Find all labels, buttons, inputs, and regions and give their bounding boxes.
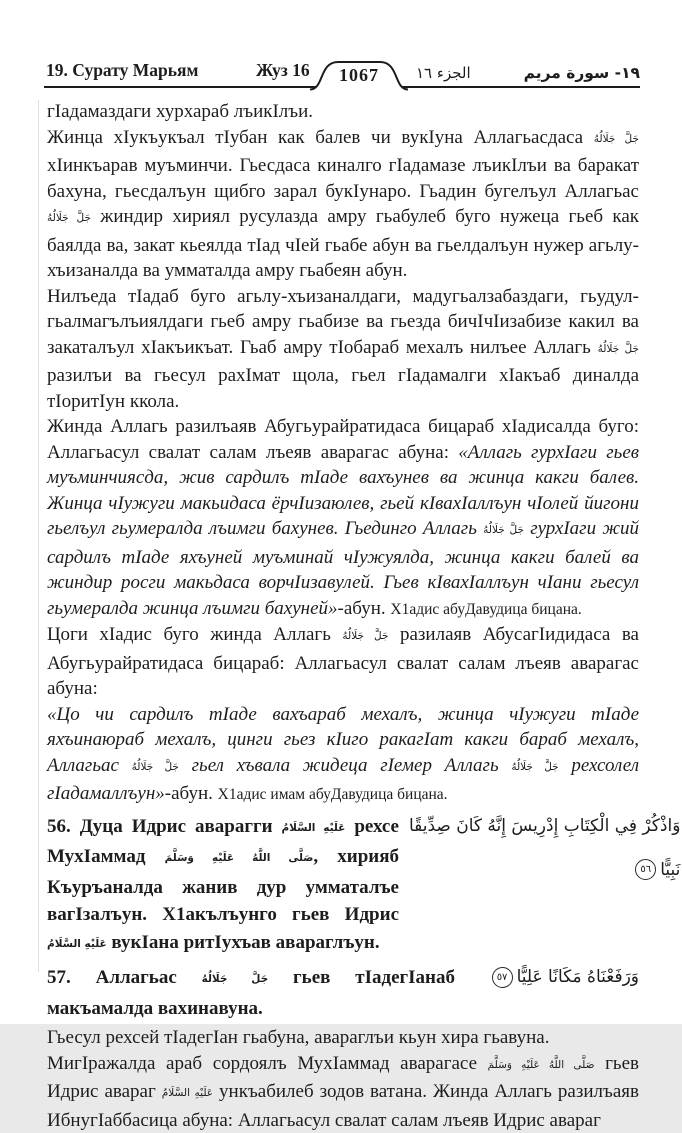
verse-translation-text: вукIана ритIухъав авараглъун. (107, 932, 380, 953)
body-paragraph (47, 622, 639, 702)
body-paragraph (47, 1025, 639, 1051)
arabic-honorific: جَلَّ جَلَالُهُ (483, 524, 524, 536)
verse-translation-text: гьев тIадегIанаб макъамалда вахинавуна. (47, 967, 455, 1019)
verse-arabic (399, 813, 680, 960)
hadith-attribution: Х1адис абуДавудица бицана. (390, 601, 581, 618)
arabic-honorific: جَلَّ جَلَالُهُ (202, 973, 269, 985)
arabic-honorific: عَلَيْهِ السَّلَامُ (162, 1087, 213, 1099)
text-run: Цоги хIадис буго жинда Аллагь (47, 624, 342, 645)
juz-label-arabic: الجزء ١٦ (416, 64, 471, 82)
arabic-honorific: جَلَّ جَلَالُهُ (598, 343, 639, 355)
verse-arabic (455, 964, 639, 1022)
arabic-honorific: جَلَّ جَلَالُهُ (594, 133, 639, 145)
ayah-number-badge: ٥٧ (492, 967, 513, 988)
ayah-number-badge: ٥٦ (635, 859, 656, 880)
text-run: гьев Идрис авараг (47, 1053, 639, 1103)
page-header (44, 50, 640, 88)
page-number-tab (310, 59, 408, 90)
text-run: жиндир хириял русулазда амру гьабулеб буго нужеца гьеб как баялда ва, закат кьеялда тIад чIей гьабе абун ва гьелдалъун нужер агьлу-хъизаналда ва умматалда амру гьабеян абун. (47, 206, 639, 281)
arabic-honorific: صَلَّى اللَّهُ عَلَيْهِ وَسَلَّمَ (488, 1059, 595, 1071)
arabic-honorific: جَلَّ جَلَالُهُ (47, 212, 91, 224)
arabic-honorific: عَلَيْهِ السَّلَامُ (47, 938, 107, 950)
scan-edge-line (38, 100, 39, 972)
text-run: разилаяв АбусагIидидаса ва Абугьурайратидаса бицараб: Аллагьасул свалат салам лъеяв аварагас абуна: (47, 624, 639, 699)
hadith-quote-italic: «Цо чи сардилъ тIаде вахъараб мехалъ, жинца чIужуги тIаде яхъинаюраб мехалъ, цинги гьез кIиго ракагIат какги бараб мехалъ, Аллагьас (47, 704, 639, 776)
arabic-honorific: جَلَّ جَلَالُهُ (511, 761, 558, 773)
verse-block (47, 964, 639, 1022)
text-run: Жинца хIукъукъал тIубан как балев чи вукIуна Аллагьасдаса (47, 127, 594, 148)
text-run: хIинкъарав муъминчи. Гьесдаса киналго гIадамазе лъикIлъи ва баракат бахуна, гьесдалъун щибго зарал букIунаро. Гьадин бугелъул Аллагьас (47, 155, 639, 202)
body-paragraph (47, 125, 639, 284)
text-run: гIадамаздаги хурхараб лъикIлъи. (47, 101, 313, 122)
verse-translation (47, 964, 455, 1022)
arabic-verse-line (465, 964, 639, 990)
arabic-honorific: جَلَّ جَلَالُهُ (342, 630, 388, 642)
body-paragraph (47, 284, 639, 415)
text-run: Нилъеда тIадаб буго агьлу-хъизаналдаги, мадугьалзабаздаги, гьудул-гьалмагълъиялдаги гьеб амру гьабизе ва гьезда бичIчIизабизе какил ва закаталъул хIакъикъат. Гьаб амру тIобараб мехалъ нилъее Аллагь (47, 286, 639, 358)
hadith-quote-italic: гьел хъвала жидеца гIемер Аллагь (179, 755, 511, 776)
text-run: Жинда Аллагь разилъаяв Абугьурайратидаса бицараб хIадисалда буго: Аллагьасул свалат салам лъеяв аварагас абуна: (47, 416, 639, 463)
text-run: МигIражалда араб сордоялъ МухIаммад аварагасе (47, 1053, 488, 1074)
arabic-verse-line (409, 857, 680, 883)
verse-translation (47, 813, 399, 960)
body-paragraph (47, 414, 639, 622)
verse-translation-text: 56. Дуца Идрис аварагги (47, 816, 281, 837)
page-body (47, 99, 639, 1133)
body-paragraph (47, 702, 639, 808)
arabic-verse-text: وَرَفَعْنَاهُ مَكَانًا عَلِيًّا (517, 967, 639, 987)
juz-label-cyrillic: Жуз 16 (256, 60, 310, 81)
verse-translation-text: рехсе МухIаммад (47, 816, 399, 868)
hadith-quote-italic: гурхIаги жий сардилъ тIаде яхъуней муъминай чIужуялда, жинца какги балей ва жиндир росги макьдаса ворчIизавулей. Гьев кIвахIаллъун чIани гьесул гьумералда жинца лъимги бахуней» (47, 518, 639, 619)
verse-translation-text: , хирияб Къуръаналда жанив дур умматалъе вагIзалъун. Х1акълъунго гьев Идрис (47, 846, 399, 925)
verse-block (47, 813, 639, 960)
surah-title-arabic: ١٩- سورة مريم (524, 64, 640, 82)
arabic-verse-line (409, 813, 680, 839)
hadith-attribution: Х1адис имам абуДавудица бицана. (218, 786, 448, 803)
verse-translation-text: 57. Аллагьас (47, 967, 202, 988)
arabic-verse-text: نَبِيًّا (660, 860, 680, 880)
surah-title-cyrillic: 19. Сурату Марьям (46, 60, 198, 81)
text-run: разилъи ва гьесул рахIмат щола, гьел гIадамалги хIакъаб диналда тIоритIун ккола. (47, 365, 639, 412)
text-run: -абун. (338, 598, 391, 619)
hadith-quote-italic: «Аллагь гурхIаги гьев муъминчиясда, жив сардилъ тIаде вахъунев ва жинца какги балев. Жинца чIужуги макьидаса ёрчIизаюлев, гьей кIвахIаллъун чIолей йигони гьелъул гьумералда лъимги бахунев. Гьединго Аллагь (47, 442, 639, 540)
body-paragraph (47, 1051, 639, 1133)
text-run: Гьесул рехсей тIадегIан гьабуна, авараглъи кьун хира гьавуна. (47, 1027, 549, 1048)
body-paragraph (47, 99, 639, 125)
arabic-honorific: صَلَّى اللَّهُ عَلَيْهِ وَسَلَّمَ (165, 852, 314, 864)
text-run: ункъабилеб зодов ватана. Жинда Аллагь разилъаяв ИбнугIаббасица абуна: Аллагьасул свалат салам лъеяв Идрис авараг (47, 1081, 639, 1131)
arabic-honorific: جَلَّ جَلَالُهُ (132, 761, 179, 773)
hadith-quote-italic: рехсолел гIадамаллъун» (47, 755, 639, 805)
arabic-verse-text: وَاذْكُرْ فِي الْكِتَابِ إِدْرِيسَ إِنَّهُ كَانَ صِدِّيقًا (409, 816, 680, 836)
arabic-honorific: عَلَيْهِ السَّلَامُ (281, 822, 345, 834)
page-number: 1067 (310, 65, 408, 86)
text-run: -абун. (165, 783, 218, 804)
